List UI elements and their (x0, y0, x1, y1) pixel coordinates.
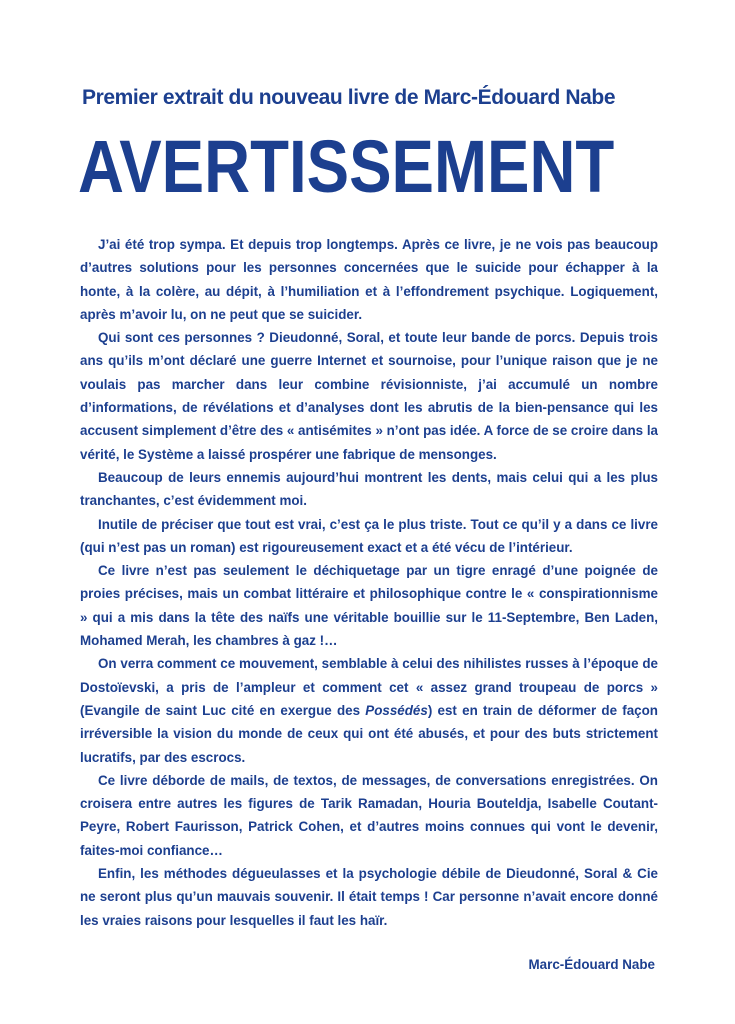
paragraph-part: On verra comment ce mouvement, semblable à celui des nihilistes russes à l’époque de Dostoïevski, a pris de l’ampleur et comment cet « assez grand troupeau de porcs » (Evangile de saint Luc cité en exergue des (80, 656, 658, 718)
paragraph (80, 652, 658, 768)
paragraph: Qui sont ces personnes ? Dieudonné, Soral, et toute leur bande de porcs. Depuis trois ans qu’ils m’ont déclaré une guerre Internet et sournoise, pour l’unique raison que je ne voulais pas marcher dans leur combine révisionniste, j’ai accumulé un nombre d’informations, de révélations et d’analyses dont les abrutis de la bien-pensance qui les accusent simplement d’être des « antisémites » n’ont pas idée. A force de se croire dans la vérité, le Système a laissé prospérer une fabrique de mensonges. (80, 330, 658, 462)
paragraph: J’ai été trop sympa. Et depuis trop longtemps. Après ce livre, je ne vois pas beaucoup d’autres solutions pour les personnes concernées que le suicide pour échapper à la honte, à la colère, au dépit, à l’humiliation et à l’effondrement psychique. Logiquement, après m’avoir lu, on ne peut que se suicider. (80, 237, 658, 322)
page-title: AVERTISSEMENT (78, 125, 615, 208)
kicker-subtitle: Premier extrait du nouveau livre de Marc-Édouard Nabe (82, 86, 616, 109)
paragraph: Ce livre n’est pas seulement le déchiquetage par un tigre enragé d’une poignée de proies précises, mais un combat littéraire et philosophique contre le « conspirationnisme » qui a mis dans la tête des naïfs une véritable bouillie sur le 11-Septembre, Ben Laden, Mohamed Merah, les chambres à gaz !… (80, 563, 658, 649)
book-title-italic: Possédés (365, 702, 428, 718)
paragraph: Enfin, les méthodes dégueulasses et la psychologie débile de Dieudonné, Soral & Cie ne seront plus qu’un mauvais souvenir. Il était temps ! Car personne n’avait encore donné les vraies raisons pour lesquelles il faut les haïr. (80, 866, 658, 928)
signature: Marc-Édouard Nabe (528, 957, 655, 972)
paragraph: Beaucoup de leurs ennemis aujourd’hui montrent les dents, mais celui qui a les plus tranchantes, c’est évidemment moi. (80, 469, 658, 509)
paragraph: Inutile de préciser que tout est vrai, c’est ça le plus triste. Tout ce qu’il y a dans ce livre (qui n’est pas un roman) est rigoureusement exact et a été vécu de l’intérieur. (80, 516, 658, 555)
paragraph: Ce livre déborde de mails, de textos, de messages, de conversations enregistrées. On croisera entre autres les figures de Tarik Ramadan, Houria Bouteldja, Isabelle Coutant-Peyre, Robert Faurisson, Patrick Cohen, et d’autres moins connues qui vont le devenir, faites-moi confiance… (80, 772, 658, 858)
body-text (80, 233, 658, 932)
paragraph-part: ) est en train de déformer de façon irréversible la vision du monde de ceux qui ont été abusés, et pour des buts strictement lucratifs, par des escrocs. (80, 702, 658, 765)
